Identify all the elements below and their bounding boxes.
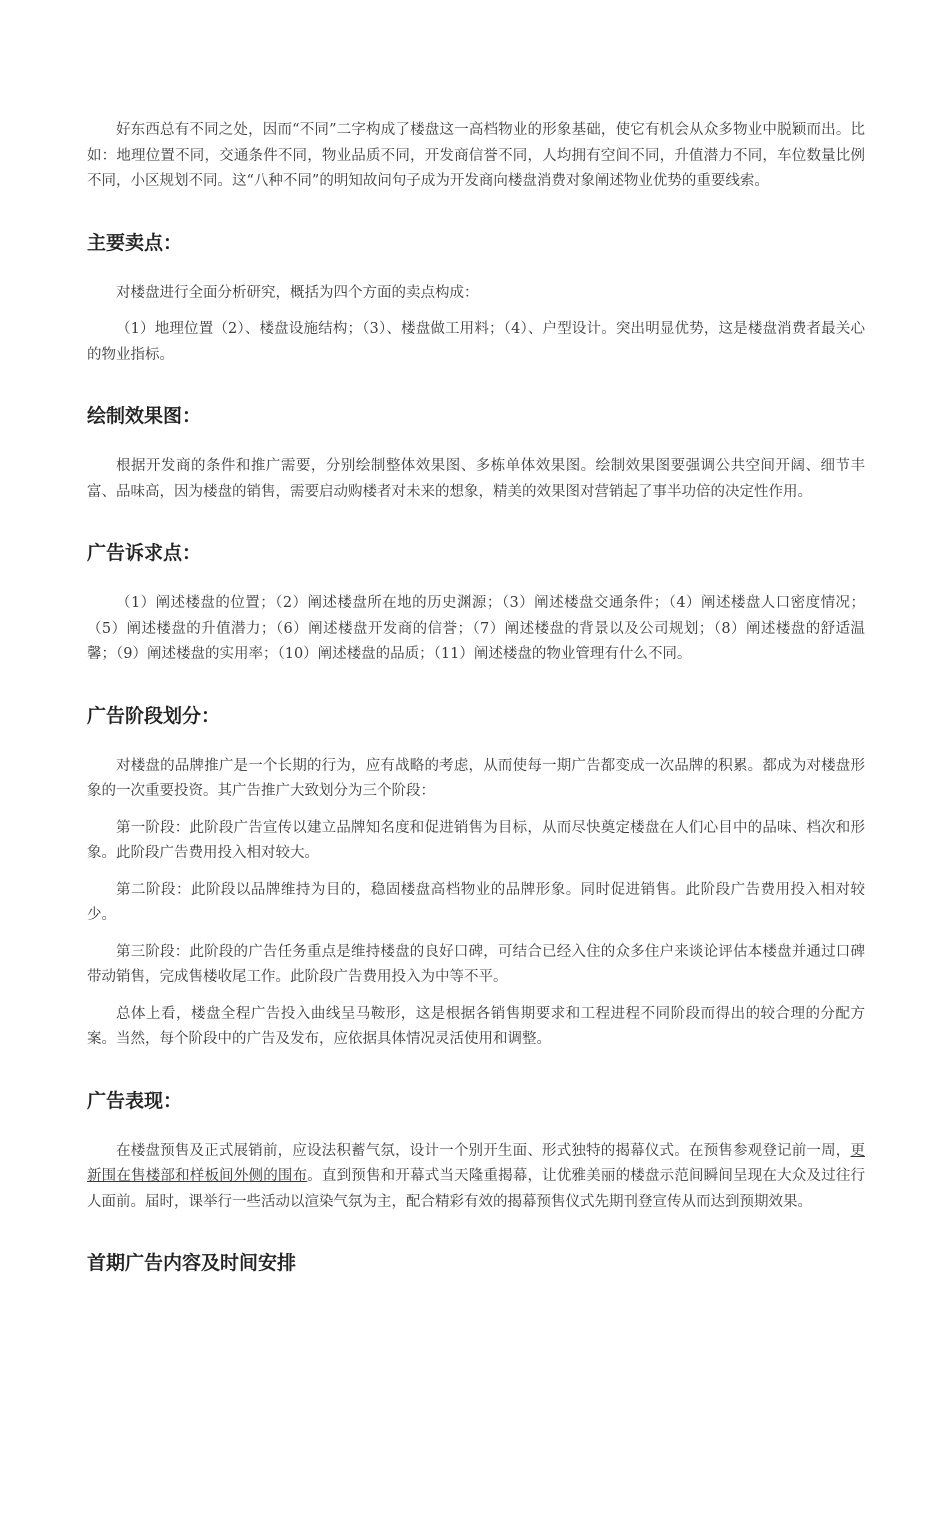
section-heading-selling-points: 主要卖点： [87, 231, 183, 254]
intro-paragraph: 好东西总有不同之处，因而“不同”二字构成了楼盘这一高档物业的形象基础，使它有机会从众多物业中脱颖而出。比如：地理位置不同，交通条件不同，物业品质不同，开发商信誉不同，人均拥有空间不同，升值潜力不同，车位数量比例不同，小区规划不同。这“八种不同”的明知故问句子成为开发商向楼盘消费对象阐述物业优势的重要线索。 [87, 122, 865, 189]
document-body [87, 118, 865, 1301]
section-heading-ad-expression: 广告表现： [87, 1089, 183, 1112]
ad-phases-paragraph-intro: 对楼盘的品牌推广是一个长期的行为，应有战略的考虑，从而使每一期广告都变成一次品牌的积累。都成为对楼盘形象的一次重要投资。其广告推广大致划分为三个阶段： [87, 757, 865, 799]
selling-points-paragraph-1: 对楼盘进行全面分析研究，概括为四个方面的卖点构成： [116, 284, 479, 301]
ad-expression-link[interactable]: 更新围在售楼部和样板间外侧的围布 [87, 1142, 865, 1184]
section-heading-renderings: 绘制效果图： [87, 405, 202, 427]
ad-expression-paragraph [87, 1139, 865, 1216]
selling-points-paragraph-2: （1）地理位置（2）、楼盘设施结构；（3）、楼盘做工用料；（4）、户型设计。突出明显优势，这是楼盘消费者最关心的物业指标。 [87, 321, 865, 363]
ad-appeals-paragraph: （1）阐述楼盘的位置；（2）阐述楼盘所在地的历史渊源；（3）阐述楼盘交通条件；（4）阐述楼盘人口密度情况；（5）阐述楼盘的升值潜力；（6）阐述楼盘开发商的信誉；（7）阐述楼盘的背景以及公司规划；（8）阐述楼盘的舒适温馨；（9）阐述楼盘的实用率；（10）阐述楼盘的品质；（11）阐述楼盘的物业管理有什么不同。 [87, 595, 865, 662]
ad-expression-text-before: 在楼盘预售及正式展销前，应设法积蓄气氛，设计一个别开生面、形式独特的揭幕仪式。在预售参观登记前一周， [116, 1142, 851, 1159]
section-heading-first-ad-schedule: 首期广告内容及时间安排 [87, 1252, 297, 1274]
ad-phases-paragraph-phase-3: 第三阶段：此阶段的广告任务重点是维持楼盘的良好口碑，可结合已经入住的众多住户来谈论评估本楼盘并通过口碑带动销售，完成售楼收尾工作。此阶段广告费用投入为中等不平。 [87, 943, 865, 985]
section-heading-ad-phases: 广告阶段划分： [87, 704, 221, 727]
ad-phases-paragraph-phase-1: 第一阶段：此阶段广告宣传以建立品牌知名度和促进销售为目标，从而尽快奠定楼盘在人们心目中的品味、档次和形象。此阶段广告费用投入相对较大。 [87, 819, 865, 861]
renderings-paragraph: 根据开发商的条件和推广需要，分别绘制整体效果图、多栋单体效果图。绘制效果图要强调公共空间开阔、细节丰富、品味高，因为楼盘的销售，需要启动购楼者对未来的想象，精美的效果图对营销起了事半功倍的决定性作用。 [87, 458, 865, 500]
ad-phases-paragraph-phase-2: 第二阶段：此阶段以品牌维持为目的，稳固楼盘高档物业的品牌形象。同时促进销售。此阶段广告费用投入相对较少。 [87, 881, 865, 923]
ad-expression-text-after: 。直到预售和开幕式当天隆重揭幕，让优雅美丽的楼盘示范间瞬间呈现在大众及过往行人面前。届时，课举行一些活动以渲染气氛为主，配合精彩有效的揭幕预售仪式先期刊登宣传从而达到预期效果。 [87, 1168, 866, 1210]
ad-phases-paragraph-summary: 总体上看，楼盘全程广告投入曲线呈马鞍形，这是根据各销售期要求和工程进程不同阶段而得出的较合理的分配方案。当然，每个阶段中的广告及发布，应依据具体情况灵活使用和调整。 [87, 1005, 865, 1047]
section-heading-ad-appeals: 广告诉求点： [87, 542, 202, 564]
